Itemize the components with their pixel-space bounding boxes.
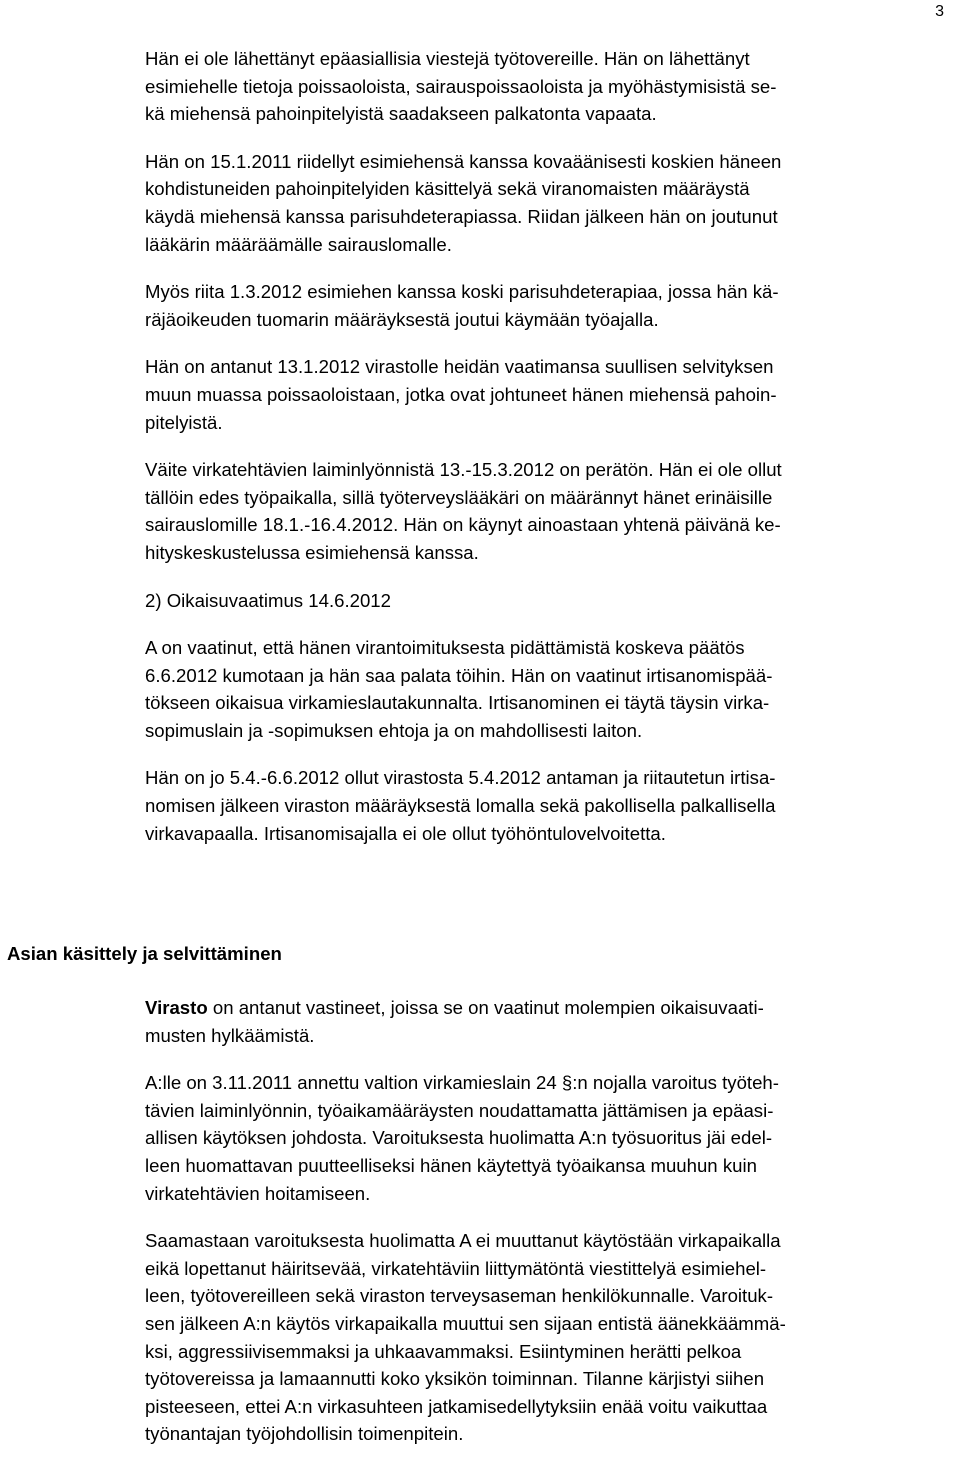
text-line: virkavapaalla. Irtisanomisajalla ei ole ollut työhöntulovelvoitetta. [145, 822, 666, 844]
text-line [145, 994, 945, 1022]
paragraph [145, 994, 945, 1049]
paragraph [145, 278, 945, 333]
text-line: A:lle on 3.11.2011 annettu valtion virkamieslain 24 §:n nojalla varoitus työteh- [145, 1072, 779, 1094]
text-line: musten hylkäämistä. [145, 1024, 315, 1046]
text-line: nomisen jälkeen viraston määräyksestä lomalla sekä pakollisella palkallisella [145, 795, 776, 817]
text-line: eikä lopettanut häiritsevää, virkatehtäviin liittymätöntä viestittelyä esimiehel- [145, 1257, 767, 1279]
text-line: sairauslomille 18.1.-16.4.2012. Hän on käynyt ainoastaan yhtenä päivänä ke- [145, 514, 781, 536]
body-top [145, 45, 945, 847]
text-line: pisteeseen, ettei A:n virkasuhteen jatkamisedellytyksiin enää voitu vaikuttaa [145, 1395, 768, 1417]
text-line: 6.6.2012 kumotaan ja hän saa palata töihin. Hän on vaatinut irtisanomispää- [145, 664, 773, 686]
paragraph [145, 1227, 945, 1448]
text-line: pitelyistä. [145, 411, 223, 433]
text-line: tökseen oikaisua virkamieslautakunnalta. Irtisanominen ei täytä täysin virka- [145, 692, 770, 714]
text-line: leen huomattavan puutteelliseksi hänen käytettyä työaikansa muuhun kuin [145, 1154, 757, 1176]
text-line: sen jälkeen A:n käytös virkapaikalla muuttui sen sijaan entistä äänekkäämmä- [145, 1312, 786, 1334]
body-bottom [145, 994, 945, 1448]
paragraph [145, 1069, 945, 1207]
text-line: allisen käytöksen johdosta. Varoituksesta huolimatta A:n työsuoritus jäi edel- [145, 1127, 773, 1149]
paragraph [145, 634, 945, 744]
text-line: Väite virkatehtävien laiminlyönnistä 13.-15.3.2012 on perätön. Hän ei ole ollut [145, 459, 782, 481]
text-line: työtovereissa ja lamaannutti koko yksikön toiminnan. Tilanne kärjistyi siihen [145, 1368, 765, 1390]
paragraph [145, 456, 945, 566]
text-line: 2) Oikaisuvaatimus 14.6.2012 [145, 589, 391, 611]
text-line: työnantajan työjohdollisin toimenpitein. [145, 1423, 464, 1445]
page-number: 3 [935, 3, 944, 20]
text-line: hityskeskustelussa esimiehensä kanssa. [145, 541, 479, 563]
text-line: Hän on 15.1.2011 riidellyt esimiehensä kanssa kovaäänisesti koskien häneen [145, 150, 782, 172]
text-line: Saamastaan varoituksesta huolimatta A ei muuttanut käytöstään virkapaikalla [145, 1230, 781, 1252]
text-line: muun muassa poissaoloistaan, jotka ovat johtuneet hänen miehensä pahoin- [145, 383, 777, 405]
text-line: Hän on jo 5.4.-6.6.2012 ollut virastosta 5.4.2012 antaman ja riitautetun irtisa- [145, 767, 776, 789]
text-run: on antanut vastineet, joissa se on vaatinut molempien oikaisuvaati- [207, 997, 764, 1018]
text-line: räjäoikeuden tuomarin määräyksestä joutui käymään työajalla. [145, 308, 659, 330]
subheading [145, 587, 945, 615]
paragraph [145, 353, 945, 436]
paragraph [145, 764, 945, 847]
text-line: Hän ei ole lähettänyt epäasiallisia viestejä työtovereille. Hän on lähettänyt [145, 48, 750, 69]
text-line: lääkärin määräämälle sairauslomalle. [145, 233, 452, 255]
text-line: virkatehtävien hoitamiseen. [145, 1182, 371, 1204]
text-line: Hän on antanut 13.1.2012 virastolle heidän vaatimansa suullisen selvityksen [145, 356, 774, 378]
text-line: A on vaatinut, että hänen virantoimituksesta pidättämistä koskeva päätös [145, 637, 745, 659]
text-line: tävien laiminlyönnin, työaikamääräysten noudattamatta jättämisen ja epäasi- [145, 1099, 774, 1121]
text-line: esimiehelle tietoja poissaoloista, sairauspoissaoloista ja myöhästymisistä se- [145, 75, 777, 97]
text-line: leen, työtovereilleen sekä viraston terveysaseman henkilökunnalle. Varoituk- [145, 1285, 774, 1307]
section-heading: Asian käsittely ja selvittäminen [7, 943, 282, 964]
text-line: Myös riita 1.3.2012 esimiehen kanssa koski parisuhdeterapiaa, jossa hän kä- [145, 281, 779, 303]
bold-term: Virasto [145, 997, 208, 1018]
text-line: käydä miehensä kanssa parisuhdeterapiassa. Riidan jälkeen hän on joutunut [145, 205, 778, 227]
text-line: ksi, aggressiivisemmaksi ja uhkaavammaksi. Esiintyminen herätti pelkoa [145, 1340, 742, 1362]
paragraph [145, 148, 945, 258]
text-line: tällöin edes työpaikalla, sillä työterveyslääkäri on määrännyt hänet erinäisille [145, 486, 773, 508]
text-line: kohdistuneiden pahoinpitelyiden käsittelyä sekä viranomaisten määräystä [145, 178, 750, 200]
text-line: sopimuslain ja -sopimuksen ehtoja ja on mahdollisesti laiton. [145, 719, 643, 741]
paragraph [145, 45, 945, 128]
text-line: kä miehensä pahoinpitelyistä saadakseen palkatonta vapaata. [145, 103, 657, 125]
